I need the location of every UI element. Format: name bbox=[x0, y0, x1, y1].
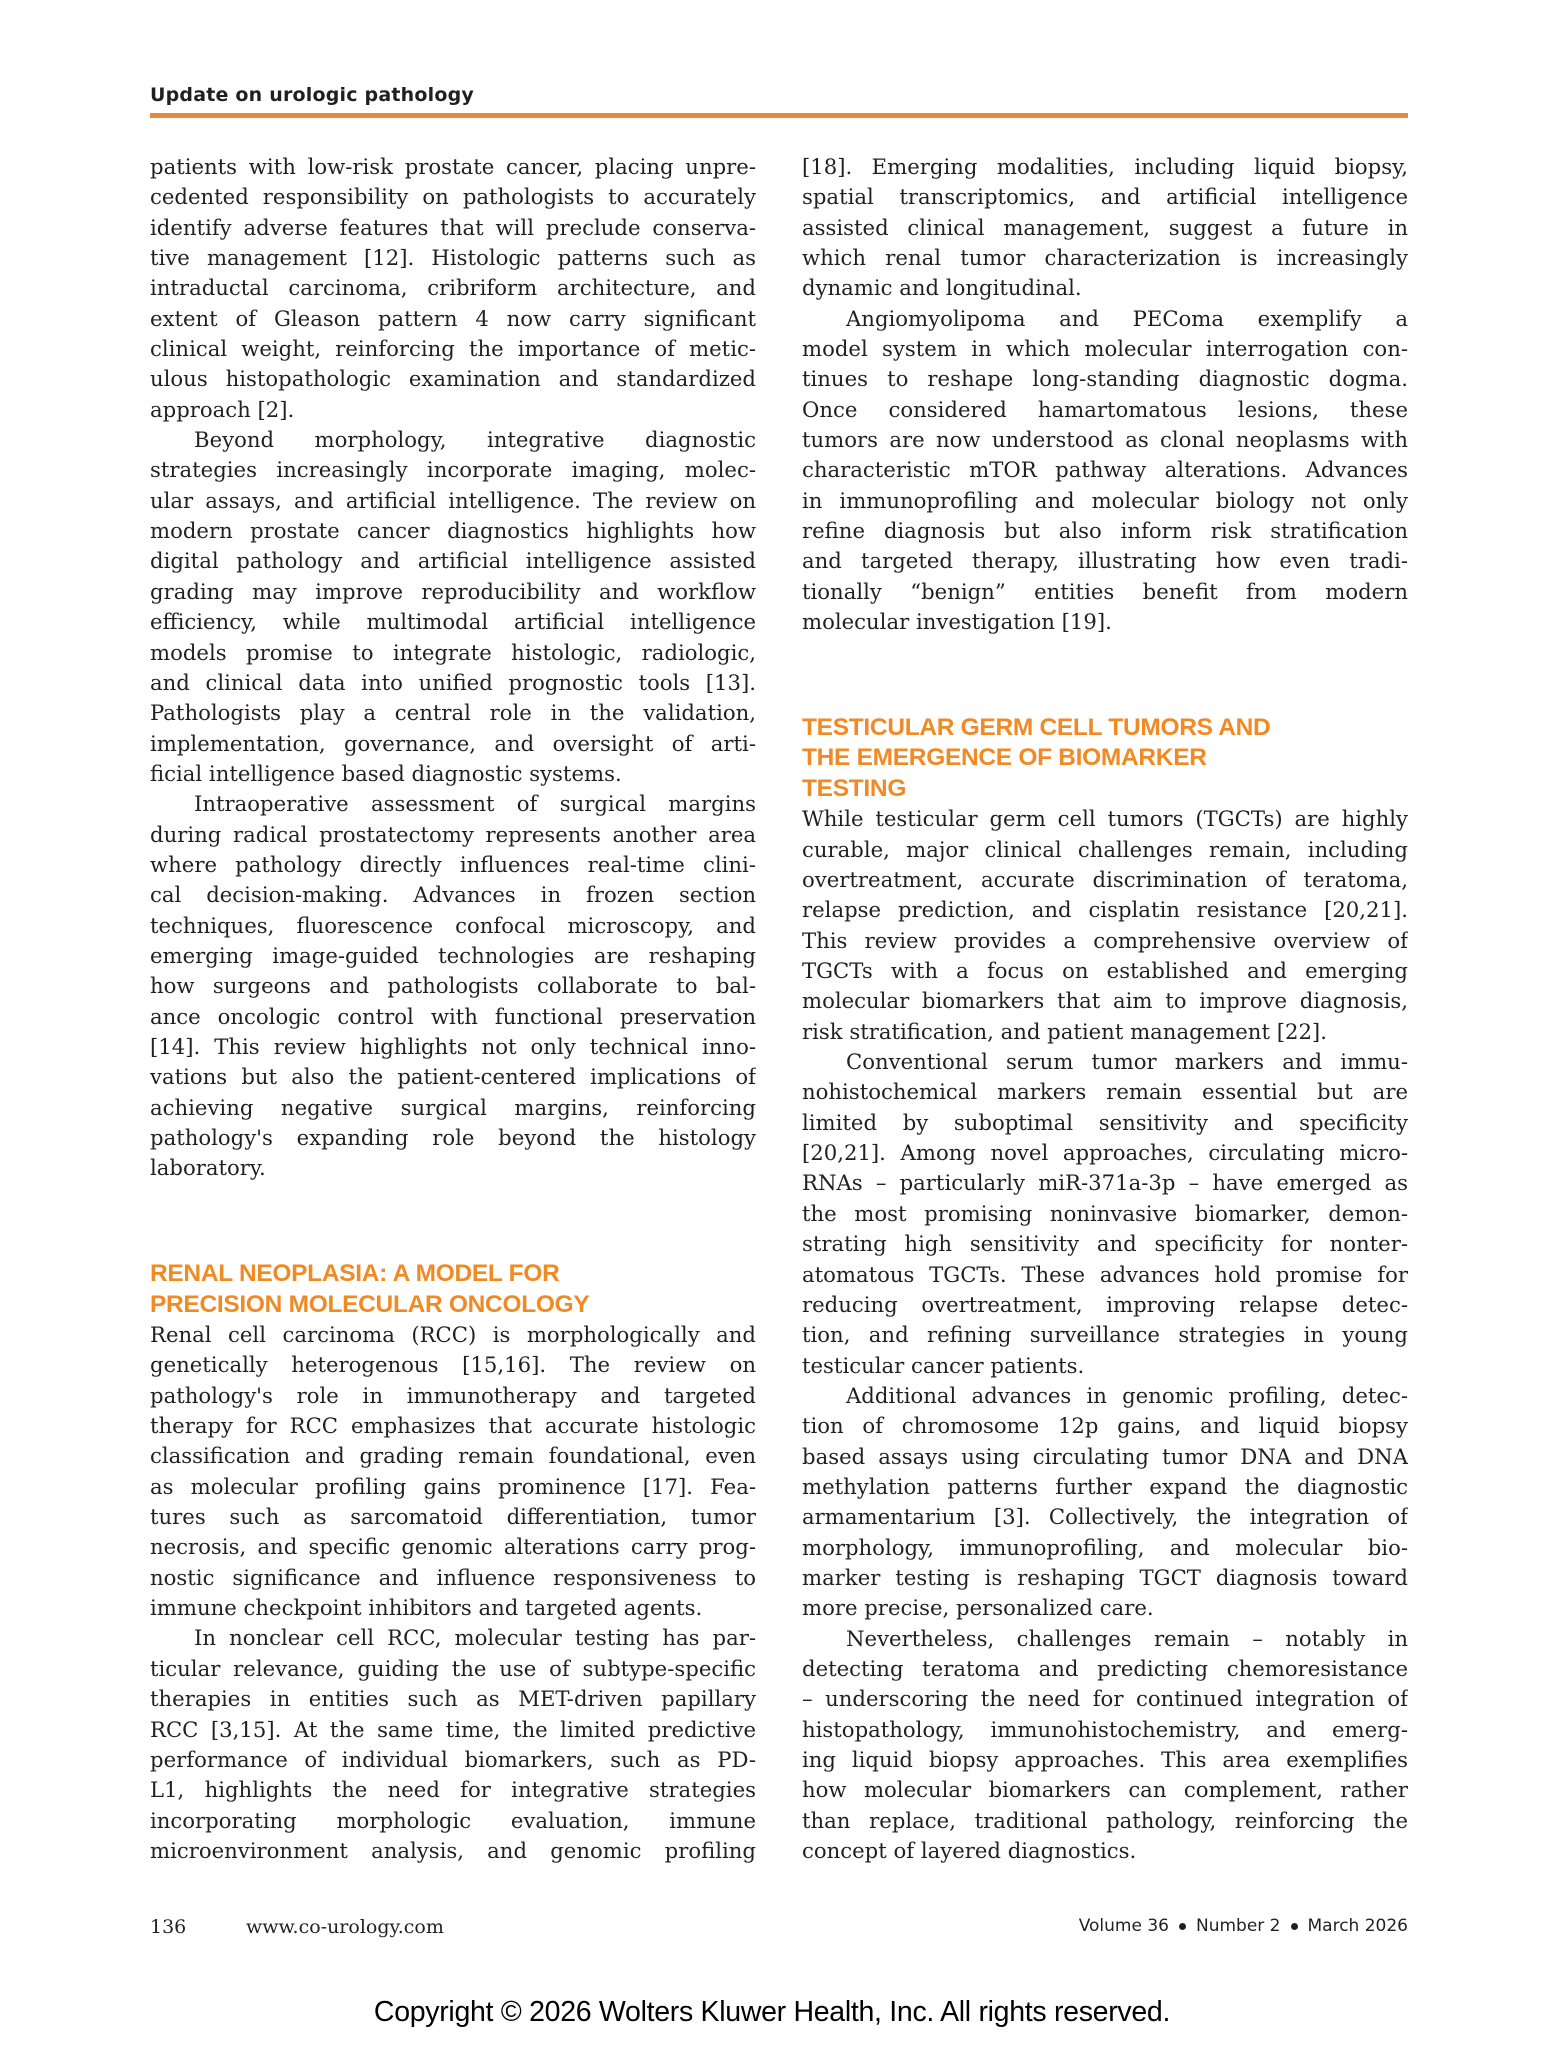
text-line: how surgeons and pathologists collaborate to bal- bbox=[150, 973, 756, 999]
header-rule bbox=[150, 113, 1408, 118]
paragraph bbox=[150, 425, 756, 789]
page-number: 136 bbox=[150, 1916, 187, 1938]
text-line: ticular relevance, guiding the use of subtype-specific bbox=[150, 1655, 756, 1681]
text-line: Renal cell carcinoma (RCC) is morphologically and bbox=[150, 1322, 756, 1348]
right-column bbox=[802, 152, 1408, 1866]
text-line: identify adverse features that will preclude conserva- bbox=[150, 214, 756, 240]
running-head: Update on urologic pathology bbox=[150, 84, 474, 106]
text-line: efficiency, while multimodal artificial intelligence bbox=[150, 609, 756, 635]
text-line: achieving negative surgical margins, reinforcing bbox=[150, 1094, 756, 1120]
text-line: strategies increasingly incorporate imaging, molec- bbox=[150, 457, 756, 483]
text-line: RCC [3,15]. At the same time, the limited predictive bbox=[150, 1716, 756, 1742]
text-line: digital pathology and artificial intelligence assisted bbox=[150, 548, 756, 574]
paragraph bbox=[802, 152, 1408, 304]
spacer bbox=[802, 668, 1408, 713]
text-line: Nevertheless, challenges remain – notably in bbox=[846, 1625, 1408, 1651]
journal-url[interactable]: www.co-urology.com bbox=[246, 1916, 444, 1938]
text-line: curable, major clinical challenges remain, including bbox=[802, 836, 1408, 862]
text-line: approach [2]. bbox=[150, 396, 295, 422]
text-line: emerging image-guided technologies are reshaping bbox=[150, 942, 756, 968]
text-line: classification and grading remain foundational, even bbox=[150, 1443, 756, 1469]
heading-line: PRECISION MOLECULAR ONCOLOGY bbox=[150, 1290, 590, 1318]
text-line: tion, and refining surveillance strategies in young bbox=[802, 1322, 1408, 1348]
paragraph bbox=[802, 1381, 1408, 1624]
text-line: therapies in entities such as MET-driven papillary bbox=[150, 1686, 756, 1712]
text-line: dynamic and longitudinal. bbox=[802, 275, 1082, 301]
text-line: tion of chromosome 12p gains, and liquid biopsy bbox=[802, 1413, 1408, 1439]
text-line: risk stratification, and patient management [22]. bbox=[802, 1018, 1327, 1044]
text-line: assisted clinical management, suggest a future in bbox=[802, 214, 1408, 240]
heading-line: THE EMERGENCE OF BIOMARKER bbox=[802, 744, 1207, 772]
section-heading bbox=[802, 713, 1408, 805]
text-line: model system in which molecular interrogation con- bbox=[802, 336, 1408, 362]
text-line: models promise to integrate histologic, radiologic, bbox=[150, 639, 756, 665]
issue-number: Number 2 bbox=[1195, 1916, 1281, 1936]
text-line: extent of Gleason pattern 4 now carry significant bbox=[150, 305, 756, 331]
text-line: modern prostate cancer diagnostics highlights how bbox=[150, 518, 756, 544]
text-line: techniques, fluorescence confocal microscopy, and bbox=[150, 912, 756, 938]
text-line: implementation, governance, and oversight of arti- bbox=[150, 730, 756, 756]
text-line: atomatous TGCTs. These advances hold promise for bbox=[802, 1261, 1408, 1287]
text-line: based assays using circulating tumor DNA and DNA bbox=[802, 1443, 1408, 1469]
text-line: which renal tumor characterization is increasingly bbox=[802, 245, 1408, 271]
spacer bbox=[150, 1214, 756, 1259]
text-line: clinical weight, reinforcing the importance of metic- bbox=[150, 336, 756, 362]
issue-date: March 2026 bbox=[1307, 1916, 1408, 1936]
text-line: necrosis, and specific genomic alterations carry prog- bbox=[150, 1534, 756, 1560]
text-line: marker testing is reshaping TGCT diagnosis toward bbox=[802, 1564, 1408, 1590]
text-line: armamentarium [3]. Collectively, the integration of bbox=[802, 1504, 1408, 1530]
text-line: characteristic mTOR pathway alterations. Advances bbox=[802, 457, 1408, 483]
text-line: tionally “benign” entities benefit from modern bbox=[802, 578, 1408, 604]
paragraph bbox=[150, 789, 756, 1183]
spacer bbox=[150, 1184, 756, 1214]
left-column bbox=[150, 152, 756, 1866]
text-line: during radical prostatectomy represents another area bbox=[150, 821, 756, 847]
text-line: ance oncologic control with functional preservation bbox=[150, 1003, 756, 1029]
text-line: strating high sensitivity and specificity for nonter- bbox=[802, 1231, 1408, 1257]
text-line: pathology's role in immunotherapy and targeted bbox=[150, 1382, 756, 1408]
text-line: patients with low-risk prostate cancer, placing unpre- bbox=[150, 154, 756, 179]
text-line: and clinical data into unified prognostic tools [13]. bbox=[150, 669, 756, 695]
text-line: detecting teratoma and predicting chemoresistance bbox=[802, 1655, 1408, 1681]
text-line: tures such as sarcomatoid differentiation, tumor bbox=[150, 1504, 756, 1530]
text-line: Once considered hamartomatous lesions, these bbox=[802, 396, 1408, 422]
spacer bbox=[802, 638, 1408, 668]
text-line: Additional advances in genomic profiling, detec- bbox=[846, 1382, 1408, 1408]
text-line: incorporating morphologic evaluation, immune bbox=[150, 1807, 756, 1833]
text-line: where pathology directly influences real-time clini- bbox=[150, 851, 756, 877]
text-line: molecular biomarkers that aim to improve diagnosis, bbox=[802, 988, 1408, 1014]
text-line: – underscoring the need for continued integration of bbox=[802, 1686, 1408, 1712]
text-line: testicular cancer patients. bbox=[802, 1352, 1085, 1378]
text-line: how molecular biomarkers can complement, rather bbox=[802, 1777, 1408, 1803]
text-line: concept of layered diagnostics. bbox=[802, 1838, 1137, 1864]
text-line: tinues to reshape long-standing diagnostic dogma. bbox=[802, 366, 1408, 392]
text-line: pathology's expanding role beyond the histology bbox=[150, 1125, 756, 1150]
text-line: RNAs – particularly miR-371a-3p – have emerged as bbox=[802, 1170, 1408, 1196]
text-line: TGCTs with a focus on established and emerging bbox=[802, 958, 1408, 984]
copyright-notice: Copyright © 2026 Wolters Kluwer Health, Inc. All rights reserved. bbox=[373, 1996, 1171, 2028]
text-line: microenvironment analysis, and genomic profiling bbox=[150, 1837, 756, 1863]
text-line: genetically heterogenous [15,16]. The review on bbox=[150, 1352, 756, 1378]
text-line: molecular investigation [19]. bbox=[802, 609, 1112, 635]
text-line: and targeted therapy, illustrating how even tradi- bbox=[802, 548, 1408, 574]
text-line: ing liquid biopsy approaches. This area exemplifies bbox=[802, 1747, 1408, 1772]
text-line: [20,21]. Among novel approaches, circulating micro- bbox=[802, 1140, 1408, 1166]
text-line: Angiomyolipoma and PEComa exemplify a bbox=[846, 305, 1408, 331]
paragraph bbox=[802, 804, 1408, 1047]
text-line: Beyond morphology, integrative diagnostic bbox=[194, 427, 756, 453]
text-line: limited by suboptimal sensitivity and specificity bbox=[802, 1109, 1408, 1135]
text-line: While testicular germ cell tumors (TGCTs) are highly bbox=[802, 806, 1408, 832]
text-line: methylation patterns further expand the diagnostic bbox=[802, 1473, 1408, 1499]
text-line: Pathologists play a central role in the validation, bbox=[150, 700, 756, 726]
paragraph bbox=[802, 304, 1408, 638]
text-line: nostic significance and influence responsiveness to bbox=[150, 1564, 756, 1590]
heading-line: TESTICULAR GERM CELL TUMORS AND bbox=[802, 713, 1271, 741]
text-line: cal decision-making. Advances in frozen section bbox=[150, 882, 756, 908]
issue-info bbox=[1079, 1916, 1408, 1936]
text-line: laboratory. bbox=[150, 1155, 266, 1181]
text-line: intraductal carcinoma, cribriform architecture, and bbox=[150, 275, 756, 301]
text-line: refine diagnosis but also inform risk stratification bbox=[802, 518, 1408, 544]
text-line: performance of individual biomarkers, such as PD- bbox=[150, 1746, 756, 1772]
paragraph bbox=[802, 1047, 1408, 1381]
text-line: immune checkpoint inhibitors and targeted agents. bbox=[150, 1595, 703, 1621]
text-line: ular assays, and artificial intelligence. The review on bbox=[150, 487, 756, 513]
text-line: tumors are now understood as clonal neoplasms with bbox=[802, 427, 1408, 453]
paragraph bbox=[150, 1320, 756, 1623]
section-heading bbox=[150, 1259, 756, 1320]
bullet-icon bbox=[1291, 1923, 1298, 1930]
paragraph bbox=[802, 1624, 1408, 1867]
text-line: tive management [12]. Histologic patterns such as bbox=[150, 245, 756, 271]
text-line: ulous histopathologic examination and standardized bbox=[150, 366, 756, 392]
text-line: grading may improve reproducibility and workflow bbox=[150, 578, 756, 604]
text-line: spatial transcriptomics, and artificial intelligence bbox=[802, 184, 1408, 210]
text-line: therapy for RCC emphasizes that accurate histologic bbox=[150, 1413, 756, 1439]
text-line: overtreatment, accurate discrimination of teratoma, bbox=[802, 867, 1408, 893]
bullet-icon bbox=[1179, 1923, 1186, 1930]
text-line: Intraoperative assessment of surgical margins bbox=[194, 791, 756, 817]
text-line: In nonclear cell RCC, molecular testing has par- bbox=[194, 1625, 756, 1651]
text-line: cedented responsibility on pathologists to accurately bbox=[150, 184, 756, 210]
text-line: L1, highlights the need for integrative strategies bbox=[150, 1777, 756, 1803]
volume: Volume 36 bbox=[1078, 1916, 1169, 1936]
text-line: histopathology, immunohistochemistry, and emerg- bbox=[802, 1716, 1408, 1742]
text-line: as molecular profiling gains prominence [17]. Fea- bbox=[150, 1473, 756, 1499]
text-line: in immunoprofiling and molecular biology not only bbox=[802, 487, 1408, 513]
heading-line: TESTING bbox=[802, 774, 907, 802]
text-line: the most promising noninvasive biomarker, demon- bbox=[802, 1200, 1408, 1226]
text-line: ficial intelligence based diagnostic systems. bbox=[150, 760, 622, 786]
text-line: [18]. Emerging modalities, including liquid biopsy, bbox=[802, 154, 1408, 179]
text-line: Conventional serum tumor markers and immu- bbox=[846, 1049, 1408, 1075]
text-line: reducing overtreatment, improving relapse detec- bbox=[802, 1291, 1408, 1317]
text-line: relapse prediction, and cisplatin resistance [20,21]. bbox=[802, 897, 1408, 923]
heading-line: RENAL NEOPLASIA: A MODEL FOR bbox=[150, 1260, 560, 1288]
text-line: [14]. This review highlights not only technical inno- bbox=[150, 1033, 756, 1059]
paragraph bbox=[150, 152, 756, 425]
text-line: This review provides a comprehensive overview of bbox=[802, 927, 1408, 953]
text-line: vations but also the patient-centered implications of bbox=[150, 1064, 756, 1090]
text-line: more precise, personalized care. bbox=[802, 1595, 1154, 1621]
text-line: than replace, traditional pathology, reinforcing the bbox=[802, 1807, 1408, 1833]
text-line: nohistochemical markers remain essential but are bbox=[802, 1079, 1408, 1105]
text-line: morphology, immunoprofiling, and molecular bio- bbox=[802, 1534, 1408, 1560]
paragraph bbox=[150, 1623, 756, 1866]
